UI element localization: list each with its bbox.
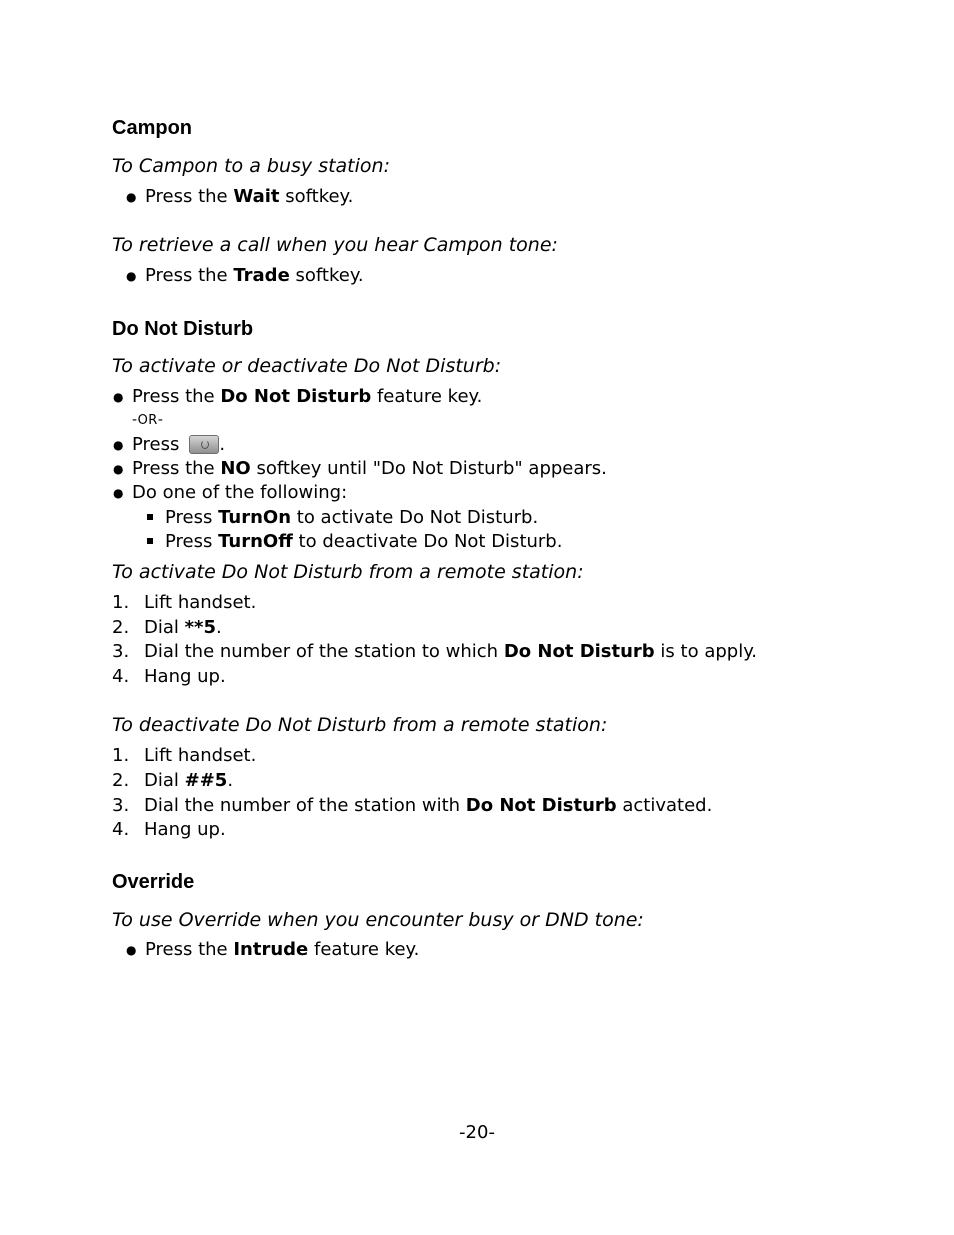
remote-activate-step-3: Dial the number of the station to which Do Not Disturb is to apply. [144, 641, 758, 662]
override-intro: To use Override when you encounter busy or DND tone: [112, 909, 644, 931]
step-number: 1. [112, 592, 130, 613]
step-number: 4. [112, 666, 130, 687]
bullet-dot: ● [113, 390, 124, 404]
square-bullet [147, 514, 153, 520]
bullet-dot: ● [126, 269, 137, 283]
section-heading-override: Override [112, 871, 195, 893]
remote-deactivate-step-2: Dial ##5. [144, 770, 234, 791]
override-step-intrude: Press the Intrude feature key. [145, 939, 420, 960]
remote-deactivate-step-3: Dial the number of the station with Do Not Disturb activated. [144, 795, 713, 816]
phone-key-icon [189, 435, 219, 454]
section-heading-dnd: Do Not Disturb [112, 318, 254, 340]
remote-activate-step-2: Dial **5. [144, 617, 222, 638]
section-heading-campon: Campon [112, 117, 192, 139]
page-number: -20- [459, 1122, 495, 1143]
dnd-remote-deactivate-intro: To deactivate Do Not Disturb from a remote station: [112, 714, 608, 736]
step-number: 4. [112, 819, 130, 840]
campon-step-wait: Press the Wait softkey. [145, 186, 354, 207]
bullet-dot: ● [126, 943, 137, 957]
step-number: 2. [112, 770, 130, 791]
dnd-step-no-softkey: Press the NO softkey until "Do Not Disturb" appears. [132, 458, 607, 479]
campon-step-trade: Press the Trade softkey. [145, 265, 364, 286]
bullet-dot: ● [113, 438, 124, 452]
dnd-step-press-key: Press . [132, 434, 226, 455]
step-number: 2. [112, 617, 130, 638]
square-bullet [147, 538, 153, 544]
bullet-dot: ● [113, 462, 124, 476]
step-number: 1. [112, 745, 130, 766]
step-number: 3. [112, 641, 130, 662]
step-number: 3. [112, 795, 130, 816]
campon-intro: To Campon to a busy station: [112, 155, 390, 177]
dnd-intro: To activate or deactivate Do Not Disturb: [112, 355, 502, 377]
remote-deactivate-step-4: Hang up. [144, 819, 226, 840]
remote-deactivate-step-1: Lift handset. [144, 745, 257, 766]
dnd-substep-turnon: Press TurnOn to activate Do Not Disturb. [165, 507, 539, 528]
dnd-step-do-one: Do one of the following: [132, 482, 348, 503]
remote-activate-step-1: Lift handset. [144, 592, 257, 613]
dnd-remote-activate-intro: To activate Do Not Disturb from a remote station: [112, 561, 584, 583]
bullet-dot: ● [126, 190, 137, 204]
dnd-step-feature-key: Press the Do Not Disturb feature key. [132, 386, 483, 407]
remote-activate-step-4: Hang up. [144, 666, 226, 687]
bullet-dot: ● [113, 486, 124, 500]
dnd-substep-turnoff: Press TurnOff to deactivate Do Not Disturb. [165, 531, 563, 552]
or-separator: -OR- [132, 412, 164, 428]
campon-retrieve-intro: To retrieve a call when you hear Campon tone: [112, 234, 558, 256]
